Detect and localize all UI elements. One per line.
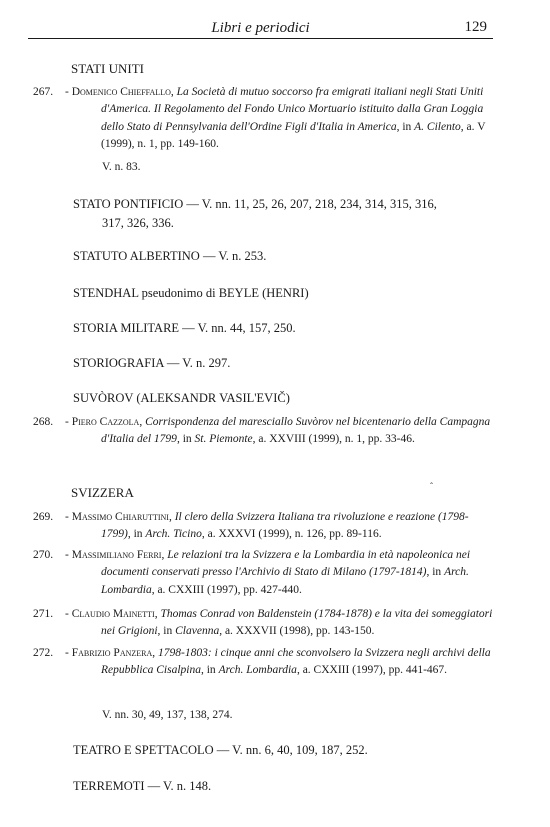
entry-author: Piero Cazzola	[71, 416, 140, 428]
entry-journal: Arch. Ticino	[145, 528, 202, 541]
section-heading-svizzera: SVIZZERA	[71, 485, 134, 500]
entry-separator: ,	[139, 416, 146, 428]
index-entry-storiografia: STORIOGRAFIA — V. n. 297.	[73, 356, 231, 370]
entry-separator: , in	[396, 120, 415, 133]
entry-separator: ,	[168, 511, 175, 523]
entry-268	[33, 414, 493, 449]
entry-separator: ,	[152, 647, 159, 659]
entry-dash: -	[65, 608, 72, 620]
entry-journal: Arch. Lombardia	[218, 664, 297, 677]
entry-title: Le relazioni tra la Svizzera e la Lombardia in età napoleonica nei documenti conservati presso l'Archivio di Stato di Milano (1797-1814)	[101, 549, 471, 579]
entry-separator: , in	[127, 528, 146, 541]
see-also-svizzera: V. nn. 30, 49, 137, 138, 274.	[102, 709, 233, 721]
index-entry-storia-militare: STORIA MILITARE — V. nn. 44, 157, 250.	[73, 321, 296, 335]
entry-270	[33, 547, 493, 599]
entry-title: Il clero della Svizzera Italiana tra rivoluzione e reazione (1798-1799)	[101, 511, 469, 541]
entry-separator: , in	[200, 664, 219, 677]
entry-dash: -	[65, 416, 72, 428]
entry-journal: A. Cilento	[414, 120, 461, 133]
entry-journal: St. Piemonte	[194, 433, 253, 446]
running-header	[28, 16, 493, 39]
stray-mark: ˆ	[430, 481, 433, 491]
entry-title: Thomas Conrad von Baldenstein (1784-1878) e la vita dei someggiatori nei Grigioni	[101, 608, 493, 638]
index-entry-statuto-albertino: STATUTO ALBERTINO — V. n. 253.	[73, 249, 267, 263]
entry-number: 267.	[33, 86, 54, 98]
entry-272	[33, 645, 493, 680]
entry-number: 270.	[33, 549, 54, 561]
entry-text	[33, 84, 493, 154]
entry-number: 272.	[33, 647, 54, 659]
entry-journal: Arch. Lombardia	[101, 566, 469, 596]
entry-details: , a. XXXVI (1999), n. 126, pp. 89-116.	[201, 528, 382, 541]
entry-separator: , in	[157, 625, 176, 638]
entry-author: Fabrizio Panzera	[71, 647, 153, 659]
index-entry-teatro: TEATRO E SPETTACOLO — V. nn. 6, 40, 109, 187, 252.	[73, 743, 368, 757]
entry-dash: -	[65, 511, 72, 523]
entry-271	[33, 606, 493, 641]
entry-author: Massimo Chiaruttini	[71, 511, 169, 523]
entry-author: Domenico Chieffallo	[71, 86, 171, 98]
entry-text	[33, 414, 493, 449]
section-heading-suvorov: SUVÒROV (ALEKSANDR VASIL'EVIČ)	[73, 391, 290, 405]
entry-details: , a. XXXVII (1998), pp. 143-150.	[219, 625, 375, 638]
entry-number: 269.	[33, 511, 54, 523]
entry-number: 268.	[33, 416, 54, 428]
entry-separator: ,	[154, 608, 161, 620]
entry-separator: , in	[426, 566, 445, 579]
index-entry-stendhal: STENDHAL pseudonimo di BEYLE (HENRI)	[73, 286, 309, 300]
entry-dash: -	[65, 549, 72, 561]
index-entry-terremoti: TERREMOTI — V. n. 148.	[73, 779, 212, 793]
entry-title: Corrispondenza del maresciallo Suvòrov nel bicentenario della Campagna d'Italia del 1799	[101, 416, 491, 446]
entry-267	[33, 84, 493, 154]
xref-line: STATO PONTIFICIO — V. nn. 11, 25, 26, 207, 218, 234, 314, 315, 316,	[73, 197, 437, 211]
entry-269	[33, 509, 493, 544]
entry-title: 1798-1803: i cinque anni che sconvolsero la Svizzera negli archivi della Repubblica Cisalpina	[101, 647, 491, 677]
entry-text	[33, 547, 493, 599]
entry-journal: Clavenna	[175, 625, 220, 638]
index-entry-stato-pontificio	[73, 195, 493, 233]
entry-dash: -	[65, 647, 72, 659]
xref-line-continued: 317, 326, 336.	[102, 215, 174, 230]
page-number: 129	[464, 19, 487, 35]
see-also-stati-uniti: V. n. 83.	[102, 161, 141, 173]
entry-author: Massimiliano Ferri	[71, 549, 162, 561]
entry-number: 271.	[33, 608, 54, 620]
entry-separator: , in	[176, 433, 195, 446]
entry-separator: ,	[170, 86, 177, 98]
entry-separator: ,	[161, 549, 168, 561]
entry-details: , a. XXVIII (1999), n. 1, pp. 33-46.	[252, 433, 415, 446]
entry-title: La Società di mutuo soccorso fra emigrati italiani negli Stati Uniti d'America. Il Regolamento del Fondo Unico Mortuario istituito dalla Gran Loggia dello Stato di Pennsylvania dell'Ordine Figli d'Italia in America	[101, 86, 484, 133]
entry-text	[33, 509, 493, 544]
section-heading-stati-uniti: STATI UNITI	[71, 61, 144, 76]
running-title: Libri e periodici	[211, 20, 310, 36]
entry-dash: -	[65, 86, 72, 98]
entry-details: , a. V (1999), n. 1, pp. 149-160.	[101, 120, 486, 151]
entry-author: Claudio Mainetti	[71, 608, 155, 620]
entry-text	[33, 606, 493, 641]
entry-details: , a. CXXIII (1997), pp. 441-467.	[296, 664, 448, 677]
entry-details: , a. CXXIII (1997), pp. 427-440.	[151, 583, 302, 596]
entry-text	[33, 645, 493, 680]
